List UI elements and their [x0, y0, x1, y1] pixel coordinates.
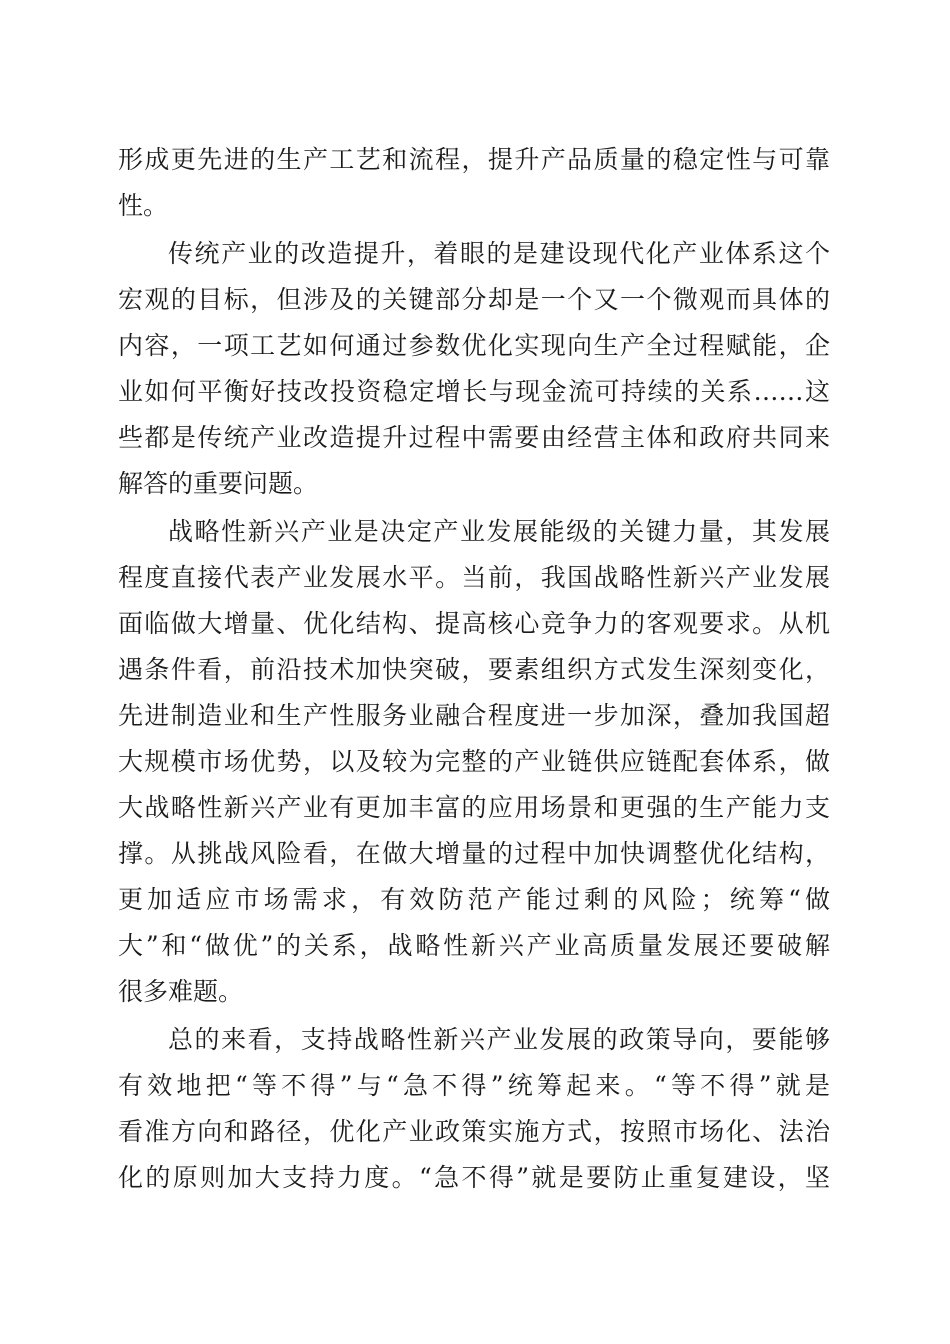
- paragraph-1-line-1: 形成更先进的生产工艺和流程，提升产品质量的稳定性与可靠: [118, 145, 830, 174]
- paragraph-1-line-2: 性。: [118, 191, 169, 220]
- paragraph-2-line-3: 内容，一项工艺如何通过参数优化实现向生产全过程赋能，企: [118, 331, 830, 360]
- paragraph-3-line-8: 撑。从挑战风险看，在做大增量的过程中加快调整优化结构，: [118, 839, 830, 868]
- paragraph-3-line-10: 大”和“做优”的关系，战略性新兴产业高质量发展还要破解: [118, 931, 830, 960]
- paragraph-3-line-2: 程度直接代表产业发展水平。当前，我国战略性新兴产业发展: [118, 563, 830, 592]
- paragraph-2-line-5: 些都是传统产业改造提升过程中需要由经营主体和政府共同来: [118, 423, 830, 452]
- paragraph-3-line-3: 面临做大增量、优化结构、提高核心竞争力的客观要求。从机: [118, 609, 830, 638]
- paragraph-4-line-1: 总的来看，支持战略性新兴产业发展的政策导向，要能够: [168, 1025, 830, 1054]
- paragraph-3-line-7: 大战略性新兴产业有更加丰富的应用场景和更强的生产能力支: [118, 793, 830, 822]
- paragraph-3-line-11: 很多难题。: [118, 977, 244, 1006]
- paragraph-4-line-3: 看准方向和路径，优化产业政策实施方式，按照市场化、法治: [118, 1117, 830, 1146]
- paragraph-2-line-4: 业如何平衡好技改投资稳定增长与现金流可持续的关系……这: [118, 377, 830, 406]
- paragraph-3-line-6: 大规模市场优势，以及较为完整的产业链供应链配套体系，做: [118, 747, 830, 776]
- paragraph-2-line-6: 解答的重要问题。: [118, 469, 319, 498]
- paragraph-4-line-2: 有效地把“等不得”与“急不得”统筹起来。“等不得”就是: [118, 1071, 830, 1100]
- paragraph-2-line-2: 宏观的目标，但涉及的关键部分却是一个又一个微观而具体的: [118, 285, 830, 314]
- paragraph-3-line-1: 战略性新兴产业是决定产业发展能级的关键力量，其发展: [168, 517, 830, 546]
- paragraph-3-line-4: 遇条件看，前沿技术加快突破，要素组织方式发生深刻变化，: [118, 655, 830, 684]
- paragraph-3-line-5: 先进制造业和生产性服务业融合程度进一步加深，叠加我国超: [118, 701, 830, 730]
- paragraph-3-line-9: 更加适应市场需求，有效防范产能过剩的风险；统筹“做: [118, 885, 830, 914]
- paragraph-4-line-4: 化的原则加大支持力度。“急不得”就是要防止重复建设，坚: [118, 1163, 830, 1192]
- paragraph-2-line-1: 传统产业的改造提升，着眼的是建设现代化产业体系这个: [168, 239, 830, 268]
